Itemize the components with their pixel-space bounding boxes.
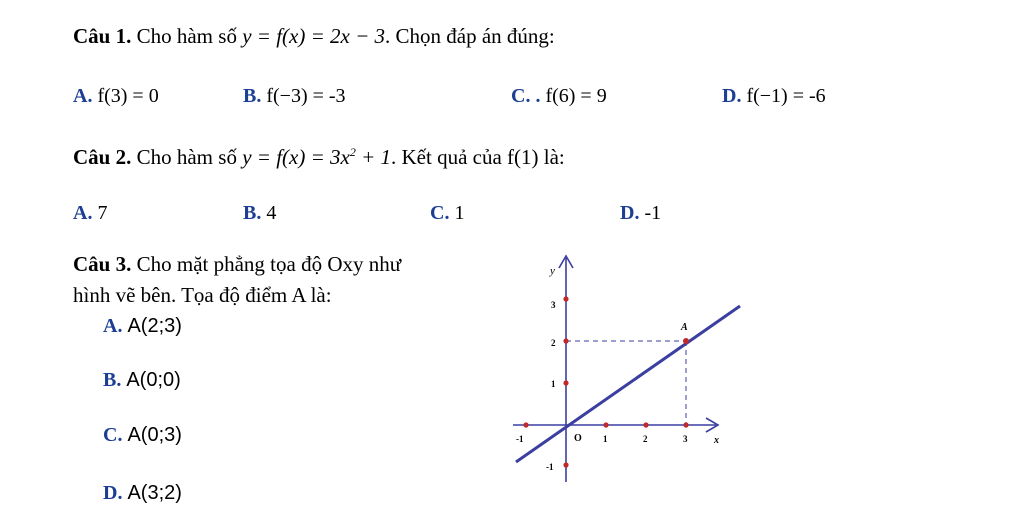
question-2-suffix: . Kết quả của f(1) là: [391, 145, 565, 169]
q1-option-a-label: A. [73, 85, 93, 107]
question-3-line1: Cho mặt phẳng tọa độ Oxy như [136, 252, 402, 276]
y-axis-label: y [550, 265, 555, 277]
y-tick-label-1: 1 [551, 379, 556, 389]
question-1-suffix: . Chọn đáp án đúng: [385, 24, 555, 48]
question-3-line2: hình vẽ bên. Tọa độ điểm A là: [73, 283, 332, 307]
question-2-formula: $y = f(x) = 3x^2 + 1$ [242, 145, 391, 169]
q2-option-b[interactable] [243, 202, 276, 225]
point-a [683, 338, 689, 344]
q3-option-a[interactable] [103, 315, 182, 338]
x-tick-label-1: 1 [603, 434, 608, 444]
q1-option-c[interactable] [511, 85, 607, 108]
q1-option-b-label: B. [243, 85, 262, 107]
tick-y-minus1 [563, 462, 568, 467]
q3-option-d[interactable] [103, 482, 182, 505]
question-3-title: Câu 3. [73, 252, 132, 276]
q2-option-a-text: 7 [97, 202, 108, 224]
x-tick-label-minus1: -1 [516, 434, 524, 444]
q2-option-b-text: 4 [266, 202, 277, 224]
tick-x-2 [643, 422, 648, 427]
coordinate-graph [508, 250, 748, 490]
y-tick-label-2: 2 [551, 338, 556, 348]
q3-option-c-text: A(0;3) [127, 424, 182, 446]
q3-option-b-label: B. [103, 369, 122, 391]
q1-option-a-text: f(3) = 0 [97, 85, 159, 107]
y-tick-label-3: 3 [551, 300, 556, 310]
tick-x-minus1 [523, 422, 528, 427]
tick-x-3 [683, 422, 688, 427]
point-a-label: A [681, 322, 688, 333]
q1-option-b[interactable] [243, 85, 346, 108]
q2-option-d-text: -1 [644, 202, 662, 224]
x-axis-label: x [714, 435, 719, 446]
q3-option-a-label: A. [103, 315, 123, 337]
function-line [516, 306, 740, 462]
q1-option-d-label: D. [722, 85, 742, 107]
question-1-formula: y = f(x) = 2x − 3 [242, 24, 385, 48]
q2-option-a[interactable] [73, 202, 107, 225]
question-2-prefix: Cho hàm số [136, 145, 237, 169]
origin-label: O [574, 433, 582, 444]
q2-option-a-label: A. [73, 202, 93, 224]
q3-option-b-text: A(0;0) [126, 369, 181, 391]
q1-option-c-text: f(6) = 9 [545, 85, 607, 107]
question-1-prefix: Cho hàm số [136, 24, 237, 48]
q2-option-d[interactable] [620, 202, 661, 225]
q3-option-b[interactable] [103, 369, 181, 392]
x-tick-label-3: 3 [683, 434, 688, 444]
q1-option-d[interactable] [722, 85, 826, 108]
q3-option-c-label: C. [103, 424, 123, 446]
q2-option-c-text: 1 [454, 202, 465, 224]
tick-y-1 [563, 380, 568, 385]
q1-option-c-label: C. . [511, 85, 541, 107]
q3-option-c[interactable] [103, 424, 182, 447]
x-tick-label-2: 2 [643, 434, 648, 444]
q2-option-d-label: D. [620, 202, 640, 224]
question-2-title: Câu 2. [73, 145, 132, 169]
q1-option-b-text: f(−3) = -3 [266, 85, 346, 107]
tick-y-3 [563, 296, 568, 301]
q1-option-a[interactable] [73, 85, 159, 108]
question-1-title: Câu 1. [73, 24, 132, 48]
q2-option-c[interactable] [430, 202, 464, 225]
q2-option-b-label: B. [243, 202, 262, 224]
q2-option-c-label: C. [430, 202, 450, 224]
question-1 [73, 24, 555, 49]
tick-y-2 [563, 338, 568, 343]
q3-option-d-text: A(3;2) [127, 482, 182, 504]
tick-x-1 [603, 422, 608, 427]
q1-option-d-text: f(−1) = -6 [746, 85, 826, 107]
q3-option-a-text: A(2;3) [127, 315, 182, 337]
q3-option-d-label: D. [103, 482, 123, 504]
y-tick-label-minus1: -1 [546, 462, 554, 472]
question-2 [73, 145, 565, 170]
question-3 [73, 252, 401, 277]
